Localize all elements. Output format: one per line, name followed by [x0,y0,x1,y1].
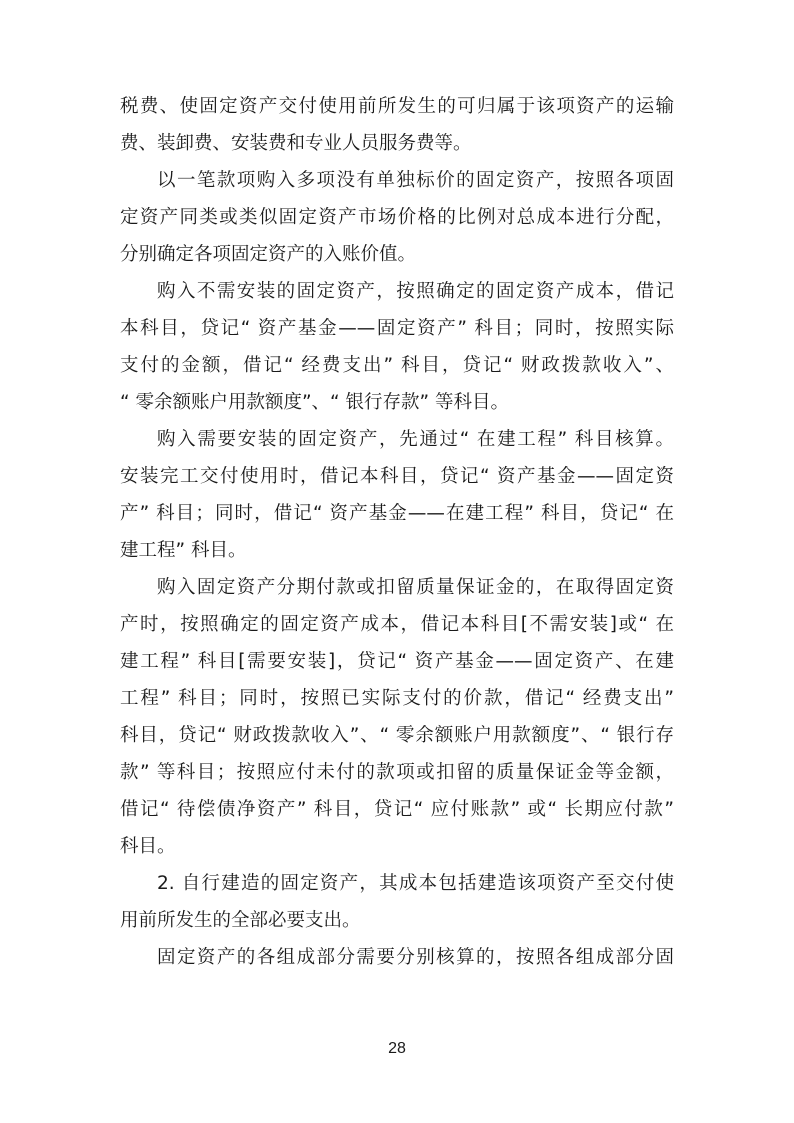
paragraph-4 [120,421,674,569]
text-line: 定资产同类或类似固定资产市场价格的比例对总成本进行分配， [120,207,674,228]
paragraph-7 [120,939,674,976]
text-line: 购入固定资产分期付款或扣留质量保证金的，在取得固定资 [157,577,674,598]
text-line: 2. 自行建造的固定资产，其成本包括建造该项资产至交付使 [157,873,674,894]
text-line: “ 零余额账户用款额度”、“ 银行存款” 等科目。 [120,392,509,413]
text-line: 科目。 [120,836,176,857]
text-line: 以一笔款项购入多项没有单独标价的固定资产，按照各项固 [157,170,674,191]
text-line: 建工程” 科目。 [120,540,247,561]
text-line: 税费、使固定资产交付使用前所发生的可归属于该项资产的运输 [120,96,674,117]
text-line: 购入需要安装的固定资产，先通过“ 在建工程” 科目核算。 [157,429,674,450]
paragraph-5 [120,569,674,865]
page-number: 28 [388,1040,406,1057]
text-line: 购入不需安装的固定资产，按照确定的固定资产成本，借记 [157,281,674,302]
text-line: 用前所发生的全部必要支出。 [120,910,361,931]
text-line: 产” 科目；同时，借记“ 资产基金——在建工程” 科目，贷记“ 在 [120,503,674,524]
text-line: 建工程” 科目[需要安装]，贷记“ 资产基金——固定资产、在建 [120,651,674,672]
text-line: 支付的金额，借记“ 经费支出” 科目，贷记“ 财政拨款收入”、 [120,355,674,376]
text-line: 工程” 科目；同时，按照已实际支付的价款，借记“ 经费支出” [120,688,674,709]
text-line: 款” 等科目；按照应付未付的款项或扣留的质量保证金等金额， [120,762,674,783]
text-line: 科目，贷记“ 财政拨款收入”、“ 零余额账户用款额度”、“ 银行存 [120,725,674,746]
text-line: 固定资产的各组成部分需要分别核算的，按照各组成部分固 [157,947,674,968]
paragraph-1 [120,88,674,162]
text-line: 分别确定各项固定资产的入账价值。 [120,244,417,265]
document-body [120,88,674,976]
text-line: 费、装卸费、安装费和专业人员服务费等。 [120,133,472,154]
text-line: 安装完工交付使用时，借记本科目，贷记“ 资产基金——固定资 [120,466,674,487]
paragraph-2 [120,162,674,273]
text-line: 借记“ 待偿债净资产” 科目，贷记“ 应付账款” 或“ 长期应付款” [120,799,674,820]
paragraph-3 [120,273,674,421]
text-line: 本科目，贷记“ 资产基金——固定资产” 科目；同时，按照实际 [120,318,674,339]
paragraph-6 [120,865,674,939]
text-line: 产时，按照确定的固定资产成本，借记本科目[不需安装]或“ 在 [120,614,674,635]
